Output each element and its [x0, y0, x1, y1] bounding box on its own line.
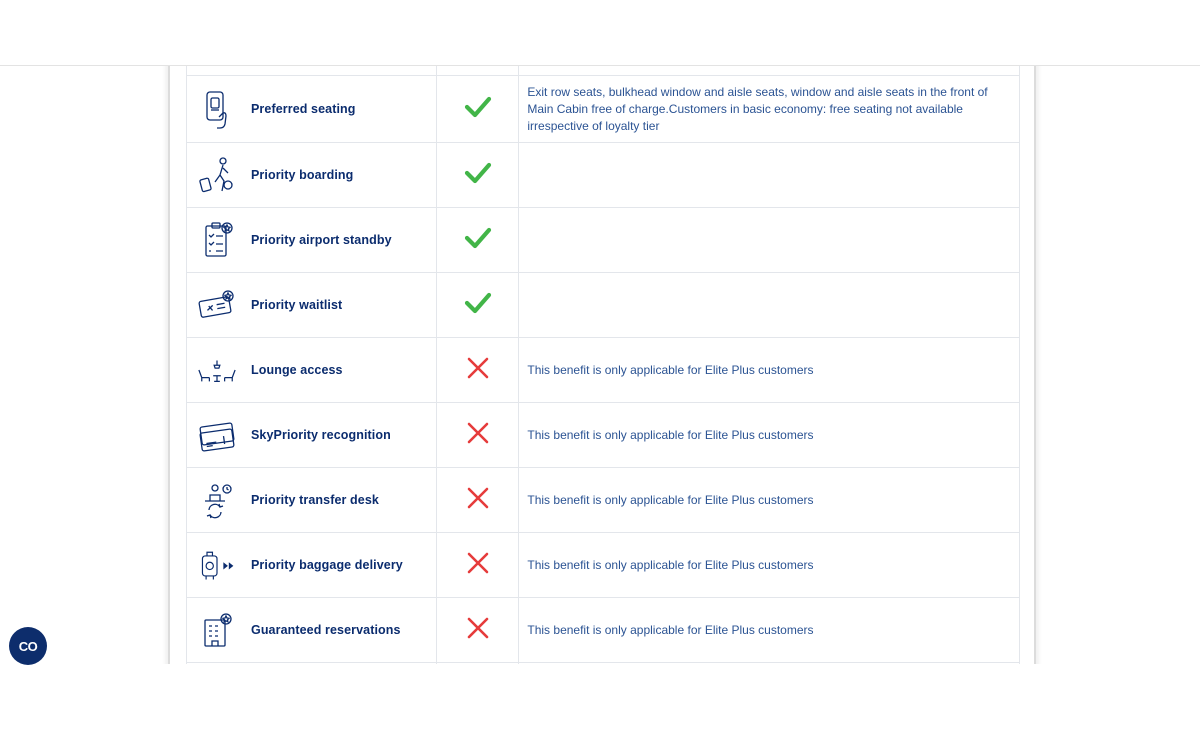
note-cell — [519, 468, 1020, 533]
benefit-cell — [187, 143, 437, 208]
note-cell — [519, 208, 1020, 273]
table-row — [187, 208, 1020, 273]
benefit-label: Preferred seating — [251, 102, 356, 116]
benefits-table — [186, 66, 1020, 664]
table-row — [187, 273, 1020, 338]
note-cell — [519, 143, 1020, 208]
check-icon — [464, 161, 492, 190]
benefit-cell — [187, 403, 437, 468]
benefit-cell — [187, 76, 437, 143]
benefits-panel — [168, 66, 1036, 664]
cross-icon — [466, 356, 490, 385]
status-cell — [437, 76, 519, 143]
benefit-note: This benefit is only applicable for Elite Plus customers — [527, 427, 814, 442]
cross-icon — [466, 551, 490, 580]
chat-button-label: CO — [18, 638, 38, 654]
status-cell — [437, 273, 519, 338]
table-row — [187, 403, 1020, 468]
check-icon — [464, 291, 492, 320]
ticket-star-icon — [197, 285, 237, 325]
status-cell — [437, 598, 519, 663]
check-icon — [464, 95, 492, 124]
hotel-star-icon — [197, 610, 237, 650]
status-cell — [437, 468, 519, 533]
benefit-label: Priority transfer desk — [251, 493, 379, 507]
check-icon — [464, 226, 492, 255]
benefit-note: Exit row seats, bulkhead window and aisle seats, window and aisle seats in the front of Main Cabin free of charge.Customers in basic economy: free seating not available irrespective of loyalty tier — [527, 84, 988, 133]
table-row — [187, 468, 1020, 533]
benefit-note: This benefit is only applicable for Elite Plus customers — [527, 622, 814, 637]
benefit-cell — [187, 338, 437, 403]
table-row — [187, 533, 1020, 598]
page-bottom-area — [0, 664, 1200, 750]
top-header-bar — [0, 0, 1200, 66]
note-cell — [519, 403, 1020, 468]
table-row — [187, 598, 1020, 663]
benefit-label: Priority boarding — [251, 168, 354, 182]
benefit-note: This benefit is only applicable for Elite Plus customers — [527, 557, 814, 572]
transfer-desk-icon — [197, 480, 237, 520]
cross-icon — [466, 486, 490, 515]
status-cell — [437, 338, 519, 403]
note-cell — [519, 338, 1020, 403]
benefit-note: This benefit is only applicable for Elite Plus customers — [527, 362, 814, 377]
status-cell — [437, 208, 519, 273]
baggage-fast-icon — [197, 545, 237, 585]
chat-button[interactable] — [9, 627, 47, 665]
benefit-cell — [187, 208, 437, 273]
boarding-pass-icon — [197, 415, 237, 455]
phone-seat-icon — [197, 89, 237, 129]
benefit-label: Priority baggage delivery — [251, 558, 403, 572]
benefit-cell — [187, 273, 437, 338]
status-cell — [437, 143, 519, 208]
table-row-partial — [187, 66, 1020, 76]
benefit-cell — [187, 468, 437, 533]
benefit-cell — [187, 598, 437, 663]
checklist-star-icon — [197, 220, 237, 260]
cross-icon — [466, 421, 490, 450]
benefit-cell — [187, 533, 437, 598]
traveler-luggage-icon — [197, 155, 237, 195]
benefit-label: Guaranteed reservations — [251, 623, 401, 637]
note-cell — [519, 273, 1020, 338]
table-row — [187, 76, 1020, 143]
cross-icon — [466, 616, 490, 645]
table-row — [187, 143, 1020, 208]
note-cell — [519, 76, 1020, 143]
benefit-label: Lounge access — [251, 363, 343, 377]
note-cell — [519, 533, 1020, 598]
benefit-note: This benefit is only applicable for Elite Plus customers — [527, 492, 814, 507]
benefit-label: SkyPriority recognition — [251, 428, 391, 442]
lounge-icon — [197, 350, 237, 390]
table-row — [187, 338, 1020, 403]
status-cell — [437, 403, 519, 468]
benefit-label: Priority airport standby — [251, 233, 392, 247]
note-cell — [519, 598, 1020, 663]
status-cell — [437, 533, 519, 598]
page-content — [0, 66, 1200, 664]
benefit-label: Priority waitlist — [251, 298, 343, 312]
